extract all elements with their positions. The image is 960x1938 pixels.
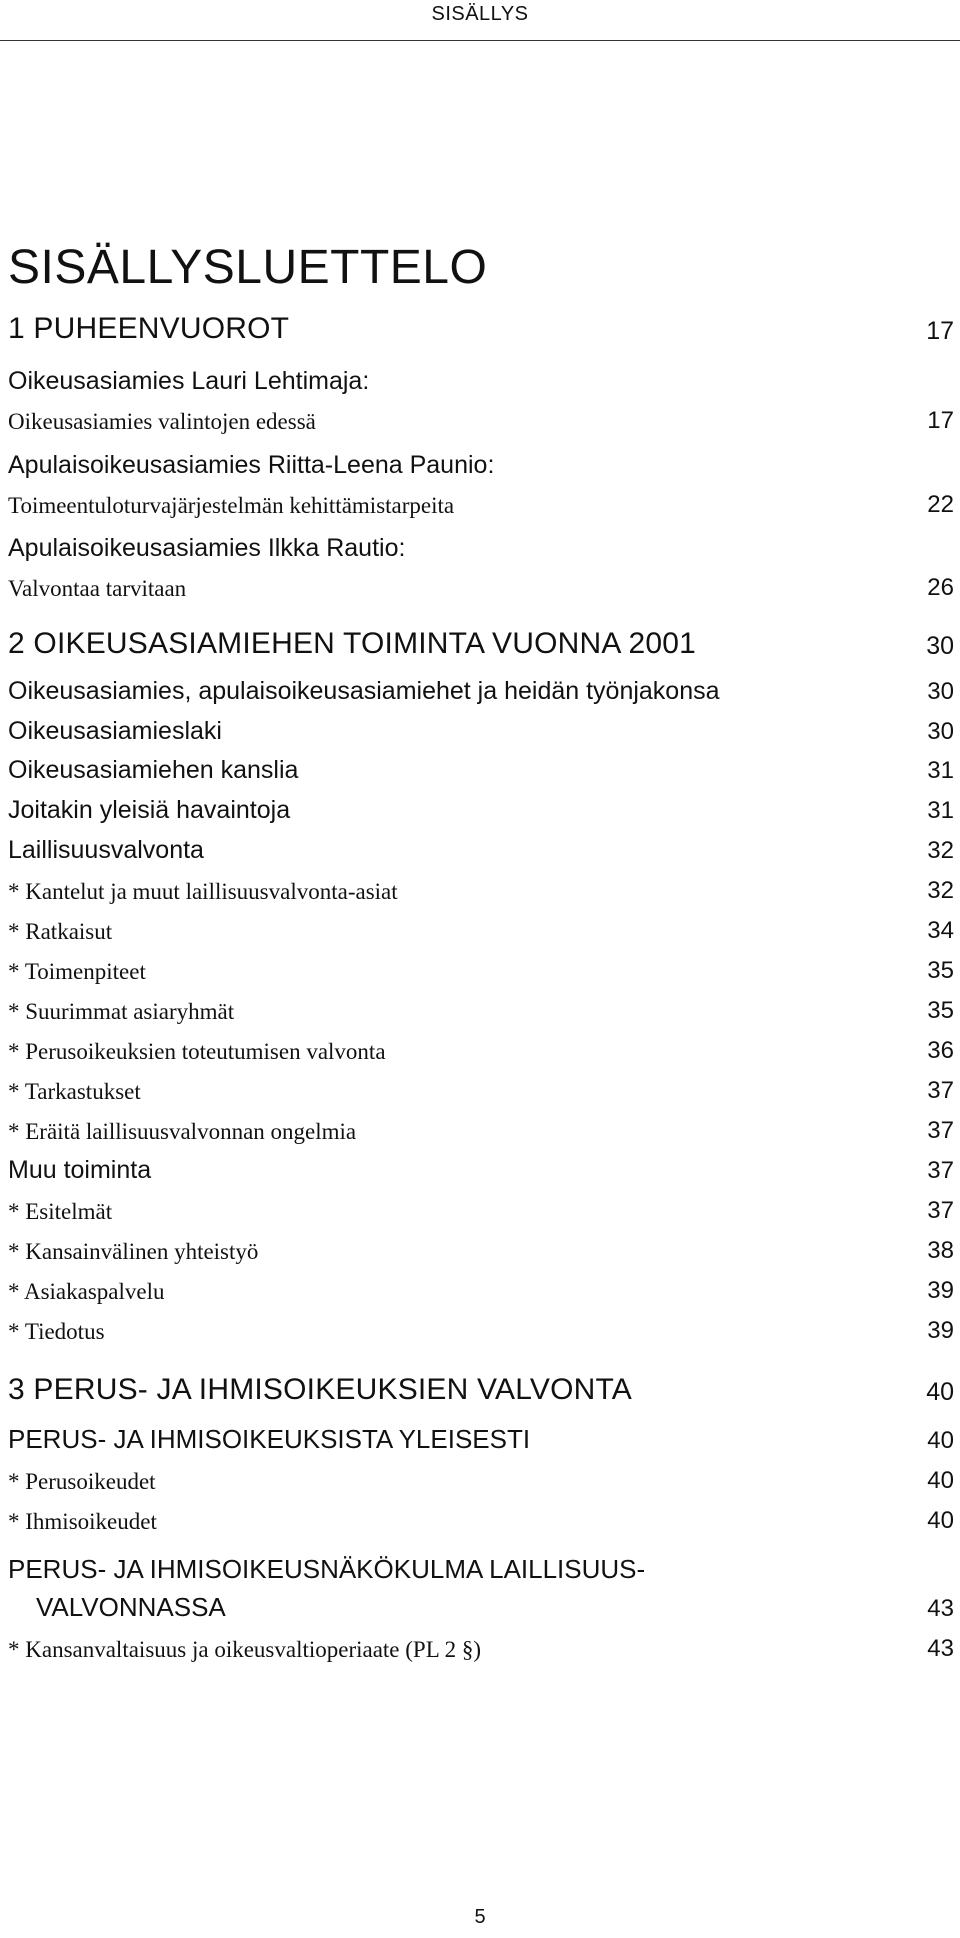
- toc-page: 43: [927, 1635, 954, 1662]
- toc-entry: [8, 1309, 954, 1345]
- toc-entry: [8, 483, 954, 519]
- toc-label: * Tiedotus: [8, 1319, 105, 1344]
- toc-entry: [8, 989, 954, 1025]
- toc-entry: [8, 1419, 954, 1455]
- toc-entry: [8, 1269, 954, 1305]
- toc-page: 32: [927, 877, 954, 904]
- toc-page: 31: [927, 797, 954, 824]
- toc-page: 37: [927, 1197, 954, 1224]
- toc-entry: [8, 1069, 954, 1105]
- toc-page: 40: [927, 1467, 954, 1494]
- toc-entry: [8, 1587, 954, 1623]
- toc-page: 31: [927, 757, 954, 784]
- toc-entry: [8, 670, 954, 706]
- toc-page: 35: [927, 997, 954, 1024]
- toc-entry: [8, 869, 954, 905]
- toc-section: [8, 1371, 954, 1407]
- toc-entry: [8, 1189, 954, 1225]
- toc-label: Laillisuusvalvonta: [8, 836, 204, 864]
- toc-page: 22: [927, 491, 954, 518]
- toc-label: * Asiakaspalvelu: [8, 1279, 165, 1304]
- toc-label: Apulaisoikeusasiamies Ilkka Rautio:: [8, 534, 406, 562]
- toc-label: Muu toiminta: [8, 1156, 152, 1184]
- toc-label: * Perusoikeuksien toteutumisen valvonta: [8, 1039, 386, 1064]
- toc-entry: [8, 444, 954, 480]
- toc-entry: [8, 749, 954, 785]
- toc-entry: [8, 360, 954, 396]
- toc-entry: [8, 789, 954, 825]
- toc-entry: [8, 909, 954, 945]
- toc-page: 38: [927, 1237, 954, 1264]
- toc-page: 30: [927, 718, 954, 745]
- toc-page: 32: [927, 837, 954, 864]
- toc-label: Oikeusasiamies valintojen edessä: [8, 409, 316, 434]
- toc-entry: [8, 1549, 954, 1585]
- toc-label: Valvontaa tarvitaan: [8, 576, 187, 601]
- toc-entry: [8, 1229, 954, 1265]
- toc-entry: [8, 566, 954, 602]
- toc-label: 1 PUHEENVUOROT: [8, 312, 290, 345]
- toc-label: * Toimenpiteet: [8, 959, 146, 984]
- toc-page: 39: [927, 1317, 954, 1344]
- toc-entry: [8, 710, 954, 746]
- toc-label: Oikeusasiamies, apulaisoikeusasiamiehet ja heidän työnjakonsa: [8, 677, 720, 705]
- toc-label: * Esitelmät: [8, 1199, 113, 1224]
- toc-page: 37: [927, 1117, 954, 1144]
- toc-page: 34: [927, 917, 954, 944]
- document-title: SISÄLLYSLUETTELO: [8, 241, 488, 294]
- toc-label: Oikeusasiamies Lauri Lehtimaja:: [8, 367, 370, 395]
- toc-entry: [8, 1149, 954, 1185]
- toc-label: * Kansanvaltaisuus ja oikeusvaltioperiaate (PL 2 §): [8, 1637, 482, 1662]
- toc-page: 37: [927, 1157, 954, 1184]
- toc-page: 30: [927, 678, 954, 705]
- toc-label: Oikeusasiamieslaki: [8, 717, 222, 745]
- toc-page: 40: [927, 1427, 954, 1454]
- page-header: [0, 0, 960, 41]
- toc-label: * Kansainvälinen yhteistyö: [8, 1239, 259, 1264]
- toc-page: 17: [927, 407, 954, 434]
- toc-page: 39: [927, 1277, 954, 1304]
- toc-page: 36: [927, 1037, 954, 1064]
- toc-label: * Suurimmat asiaryhmät: [8, 999, 235, 1024]
- toc-section: [8, 310, 954, 346]
- toc-entry: [8, 1459, 954, 1495]
- toc-label: Joitakin yleisiä havaintoja: [8, 796, 291, 824]
- toc-label: PERUS- JA IHMISOIKEUSNÄKÖKULMA LAILLISUUS-: [8, 1554, 646, 1584]
- toc-label: Toimeentuloturvajärjestelmän kehittämistarpeita: [8, 493, 455, 518]
- toc-entry: [8, 527, 954, 563]
- toc-entry: [8, 399, 954, 435]
- toc-page: 17: [926, 317, 954, 345]
- toc-label: 2 OIKEUSASIAMIEHEN TOIMINTA VUONNA 2001: [8, 627, 697, 660]
- toc-page: 43: [927, 1595, 954, 1622]
- page-number: 5: [474, 1906, 486, 1928]
- toc-page: 40: [927, 1507, 954, 1534]
- toc-page: 37: [927, 1077, 954, 1104]
- toc-entry: [8, 1109, 954, 1145]
- toc-page: 30: [926, 632, 954, 660]
- toc-entry: [8, 1029, 954, 1065]
- toc-label: * Eräitä laillisuusvalvonnan ongelmia: [8, 1119, 357, 1144]
- toc-entry: [8, 1499, 954, 1535]
- toc-entry: [8, 949, 954, 985]
- toc-label: * Tarkastukset: [8, 1079, 141, 1104]
- toc-label: * Ihmisoikeudet: [8, 1509, 157, 1534]
- toc-label: * Kantelut ja muut laillisuusvalvonta-asiat: [8, 879, 398, 904]
- toc-label: * Ratkaisut: [8, 919, 113, 944]
- toc-page: 26: [927, 574, 954, 601]
- toc-label: Apulaisoikeusasiamies Riitta-Leena Paunio:: [8, 451, 495, 479]
- toc-label: PERUS- JA IHMISOIKEUKSISTA YLEISESTI: [8, 1424, 531, 1454]
- toc-label: * Perusoikeudet: [8, 1469, 156, 1494]
- toc-label: Oikeusasiamiehen kanslia: [8, 756, 299, 784]
- toc-page: 40: [926, 1378, 954, 1406]
- toc-label: 3 PERUS- JA IHMISOIKEUKSIEN VALVONTA: [8, 1373, 633, 1406]
- running-header: SISÄLLYS: [431, 3, 529, 25]
- toc-section: [8, 625, 954, 661]
- toc-page: 35: [927, 957, 954, 984]
- toc-entry: [8, 1627, 954, 1663]
- toc-label: VALVONNASSA: [36, 1592, 226, 1622]
- toc-entry: [8, 829, 954, 865]
